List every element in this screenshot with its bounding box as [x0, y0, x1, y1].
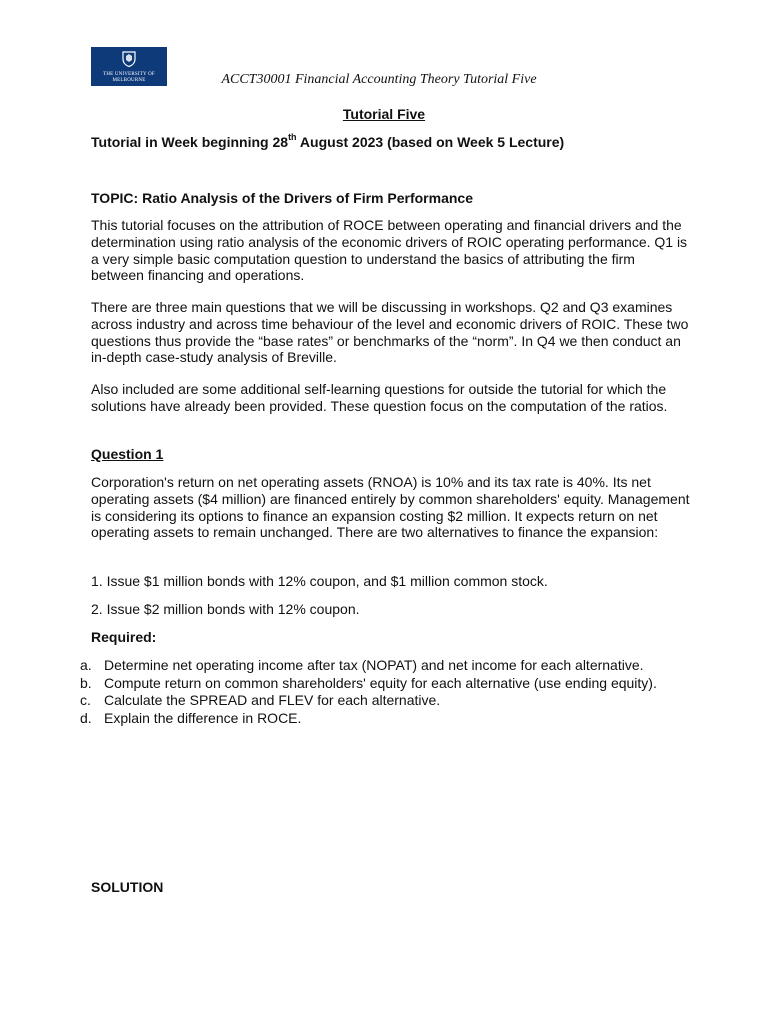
required-list: [80, 657, 700, 727]
intro-paragraph: This tutorial focuses on the attribution of ROCE between operating and financial drivers and the determination using ratio analysis of the economic drivers of ROIC operating performance. Q1 is a very simple basic computation question to understand the basics of attributing the firm between financing and operations.: [91, 217, 688, 284]
list-item-marker: a.: [80, 657, 92, 673]
crest-icon: [121, 51, 137, 67]
financing-option-2: 2. Issue $2 million bonds with 12% coupon.: [91, 601, 360, 617]
list-item: [80, 675, 700, 693]
page-title: [0, 106, 768, 122]
list-item: [80, 710, 700, 728]
list-item-marker: b.: [80, 674, 92, 691]
course-title: ACCT30001 Financial Accounting Theory Tutorial Five: [221, 72, 537, 87]
course-header: [0, 72, 768, 88]
list-item-text: Compute return on common shareholders' equity for each alternative (use ending equity).: [104, 674, 657, 691]
page-title-text: Tutorial Five: [342, 106, 426, 122]
topic-heading: TOPIC: Ratio Analysis of the Drivers of Firm Performance: [91, 190, 473, 206]
tutorial-week-superscript: th: [288, 132, 297, 143]
logo-text-line-2: MELBOURNE: [112, 78, 146, 83]
list-item: [80, 692, 700, 710]
required-label: Required:: [91, 629, 157, 645]
workshop-questions-paragraph: There are three main questions that we will be discussing in workshops. Q2 and Q3 examines across industry and across time behaviour of the level and economic drivers of ROIC. These two questions thus provide the “base rates” or benchmarks of the “norm”. In Q4 we then conduct an in-depth case-study analysis of Breville.: [91, 299, 689, 366]
solution-heading: SOLUTION: [91, 879, 164, 895]
tutorial-week-line: [91, 134, 691, 151]
list-item-marker: d.: [80, 709, 92, 726]
self-learning-paragraph: Also included are some additional self-learning questions for outside the tutorial for which the solutions have already been provided. These question focus on the computation of the ratios.: [91, 381, 668, 414]
list-item-text: Determine net operating income after tax (NOPAT) and net income for each alternative.: [104, 657, 644, 673]
list-item-text: Explain the difference in ROCE.: [104, 709, 302, 726]
list-item-text: Calculate the SPREAD and FLEV for each alternative.: [104, 692, 441, 708]
tutorial-week-before: Tutorial in Week beginning 28: [91, 134, 289, 150]
list-item: [80, 657, 700, 675]
question-1-body: Corporation's return on net operating assets (RNOA) is 10% and its tax rate is 40%. Its net operating assets ($4 million) are financed entirely by common shareholders' equity. Management is considering its options to finance an expansion costing $2 million. It expects return on net operating assets to remain unchanged. There are two alternatives to finance the expansion:: [91, 474, 690, 541]
question-1-heading: Question 1: [91, 446, 164, 462]
list-item-marker: c.: [80, 692, 91, 708]
tutorial-week-after: August 2023 (based on Week 5 Lecture): [296, 134, 565, 150]
logo-text-line-1: THE UNIVERSITY OF: [103, 72, 155, 77]
financing-option-1: 1. Issue $1 million bonds with 12% coupon, and $1 million common stock.: [91, 573, 548, 589]
